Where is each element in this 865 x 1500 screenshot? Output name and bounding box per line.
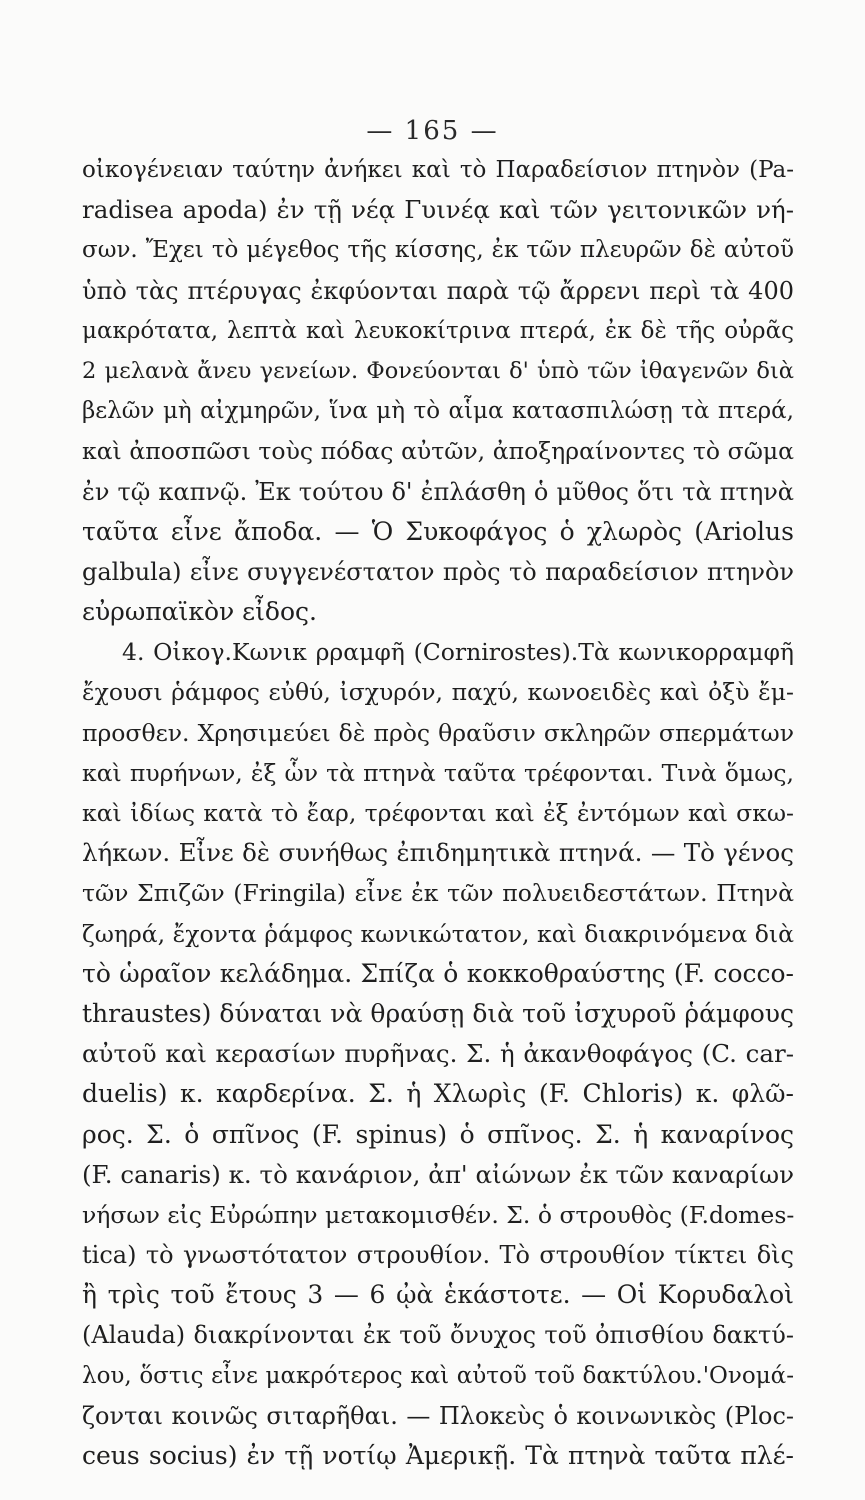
text-line: ζονται κοινῶς σιταρῆθαι. — Πλοκεὺς ὁ κοινωνικὸς (Ploc- bbox=[82, 1401, 794, 1430]
text-line: ἔχουσι ῥάμφος εὐθύ, ἰσχυρόν, παχύ, κωνοειδὲς καὶ ὀξὺ ἔμ- bbox=[82, 678, 794, 707]
text-line: προσθεν. Χρησιμεύει δὲ πρὸς θραῦσιν σκληρῶν σπερμάτων bbox=[82, 718, 794, 747]
text-line: καὶ ἰδίως κατὰ τὸ ἔαρ, τρέφονται καὶ ἐξ ἐντόμων καὶ σκω- bbox=[82, 799, 794, 827]
text-line: σων. Ἔχει τὸ μέγεθος τῆς κίσσης, ἐκ τῶν πλευρῶν δὲ αὐτοῦ bbox=[82, 237, 794, 264]
text-line: ὑπὸ τὰς πτέρυγας ἐκφύονται παρὰ τῷ ἄρρενι περὶ τὰ 400 bbox=[82, 276, 794, 305]
text-line: αὐτοῦ καὶ κερασίων πυρῆνας. Σ. ἡ ἀκανθοφάγος (C. car- bbox=[82, 1039, 794, 1069]
text-line: tica) τὸ γνωστότατον στρουθίον. Τὸ στρουθίον τίκτει δὶς bbox=[82, 1241, 794, 1270]
text-line: λου, ὅστις εἶνε μακρότερος καὶ αὐτοῦ τοῦ δακτύλου.'Ονομά- bbox=[82, 1362, 794, 1389]
text-line: καὶ πυρήνων, ἐξ ὧν τὰ πτηνὰ ταῦτα τρέφονται. Τινὰ ὅμως, bbox=[82, 758, 794, 787]
text-line: ταῦτα εἶνε ἄποδα. — Ὁ Συκοφάγος ὁ χλωρὸς (Ariolus bbox=[82, 516, 794, 546]
text-line: βελῶν μὴ αἰχμηρῶν, ἵνα μὴ τὸ αἷμα κατασπιλώσῃ τὰ πτερά, bbox=[82, 398, 794, 425]
text-line: ceus socius) ἐν τῇ νοτίῳ Ἀμερικῇ. Τὰ πτηνὰ ταῦτα πλέ- bbox=[82, 1441, 794, 1470]
text-line: νήσων εἰς Εὐρώπην μετακομισθέν. Σ. ὁ στρουθὸς (F.domes- bbox=[82, 1200, 795, 1229]
text-line: radisea apoda) ἐν τῇ νέᾳ Γυινέᾳ καὶ τῶν γειτονικῶν νή- bbox=[82, 195, 794, 225]
text-line: 2 μελανὰ ἄνευ γενείων. Φονεύονται δ' ὑπὸ τῶν ἰθαγενῶν διὰ bbox=[82, 357, 794, 384]
text-line: ἐν τῷ καπνῷ. Ἐκ τούτου δ' ἐπλάσθη ὁ μῦθος ὅτι τὰ πτηνὰ bbox=[82, 477, 794, 506]
text-line: ἢ τρὶς τοῦ ἔτους 3 — 6 ᾠὰ ἑκάστοτε. — Οἱ Κορυδαλοὶ bbox=[82, 1280, 794, 1310]
text-line: οἰκογένειαν ταύτην ἀνήκει καὶ τὸ Παραδείσιον πτηνὸν (Pa- bbox=[82, 157, 794, 183]
text-line: τὸ ὡραῖον κελάδημα. Σπίζα ὁ κοκκοθραύστης (F. cocco- bbox=[82, 958, 794, 988]
body-text bbox=[82, 150, 794, 1476]
text-line: thraustes) δύναται νὰ θραύσῃ διὰ τοῦ ἰσχυροῦ ῥάμφους bbox=[82, 998, 794, 1028]
text-line: (F. canaris) κ. τὸ κανάριον, ἀπ' αἰώνων ἐκ τῶν καναρίων bbox=[82, 1159, 794, 1189]
text-line: duelis) κ. καρδερίνα. Σ. ἡ Χλωρὶς (F. Chloris) κ. φλῶ- bbox=[82, 1079, 794, 1109]
text-line: μακρότατα, λεπτὰ καὶ λευκοκίτρινα πτερά, ἐκ δὲ τῆς οὐρᾶς bbox=[82, 317, 794, 344]
text-line: ζωηρά, ἔχοντα ῥάμφος κωνικώτατον, καὶ διακρινόμενα διὰ bbox=[82, 919, 794, 948]
section-heading-line: 4. Οἰκογ.Κωνικ ρραμφῆ (Cornirostes).Τὰ κωνικορραμφῆ bbox=[122, 638, 794, 667]
text-line: τῶν Σπιζῶν (Fringila) εἶνε ἐκ τῶν πολυειδεστάτων. Πτηνὰ bbox=[82, 879, 794, 908]
text-line: εὐρωπαϊκὸν εἶδος. bbox=[82, 597, 317, 627]
text-line: λήκων. Εἶνε δὲ συνήθως ἐπιδημητικὰ πτηνά. — Τὸ γένος bbox=[82, 838, 794, 868]
page-number: — 165 — bbox=[366, 116, 499, 146]
text-line: (Alauda) διακρίνονται ἐκ τοῦ ὄνυχος τοῦ ὀπισθίου δακτύ- bbox=[82, 1321, 794, 1350]
text-line: καὶ ἀποσπῶσι τοὺς πόδας αὐτῶν, ἀποξηραίνοντες τὸ σῶμα bbox=[82, 437, 794, 466]
text-line: galbula) εἶνε συγγενέστατον πρὸς τὸ παραδείσιον πτηνὸν bbox=[82, 557, 794, 586]
text-line: ρος. Σ. ὁ σπῖνος (F. spinus) ὁ σπῖνος. Σ. ἡ καναρίνος bbox=[82, 1119, 794, 1149]
